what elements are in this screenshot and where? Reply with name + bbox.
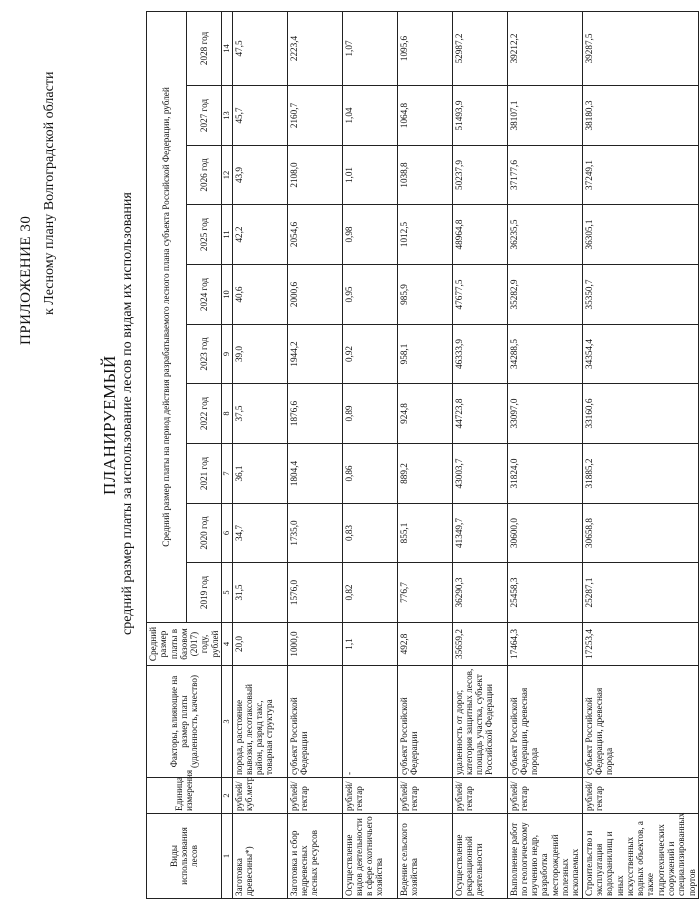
cell-year-value: 2223,4	[287, 11, 342, 85]
cell-year-value: 41349,7	[452, 504, 507, 563]
cell-year-value: 0,82	[342, 563, 397, 623]
cell-year-value: 25287,1	[582, 563, 698, 623]
cell-year-value: 52987,2	[452, 11, 507, 85]
header-base: Средний размер платы в базовом (2017) году, рублей	[147, 623, 222, 666]
column-index: 5	[222, 563, 233, 623]
cell-year-value: 38180,3	[582, 86, 698, 146]
table-row	[582, 11, 698, 898]
cell-factors: порода, расстояние вывозки, лесотаксовый район, разряд такс, товарная структура	[232, 666, 287, 778]
column-index: 13	[222, 86, 233, 146]
cell-base: 20,0	[232, 623, 287, 666]
cell-factors: субъект Российской Федерации	[287, 666, 342, 778]
cell-year-value: 924,8	[397, 384, 452, 444]
cell-year-value: 855,1	[397, 504, 452, 563]
cell-year-value: 37,5	[232, 384, 287, 444]
header-year: 2020 год	[187, 504, 222, 563]
cell-year-value: 43003,7	[452, 444, 507, 504]
cell-year-value: 45,7	[232, 86, 287, 146]
header-factors: Факторы, влияющие на размер платы (удаленность, качество)	[147, 666, 222, 778]
cell-unit: рублей/ куб.метр	[232, 778, 287, 814]
fees-table	[146, 11, 699, 899]
cell-factors: субъект Российской Федерации, древесная порода	[507, 666, 582, 778]
cell-base: 17464,3	[507, 623, 582, 666]
cell-year-value: 39,0	[232, 325, 287, 384]
cell-year-value: 33097,0	[507, 384, 582, 444]
header-year: 2025 год	[187, 205, 222, 265]
cell-year-value: 38107,1	[507, 86, 582, 146]
cell-kind: Заготовка и сбор недревесных лесных ресурсов	[287, 814, 342, 899]
cell-base: 17253,4	[582, 623, 698, 666]
header-year: 2027 год	[187, 86, 222, 146]
cell-year-value: 44723,8	[452, 384, 507, 444]
cell-factors: удаленность от дорог, категория защитных лесов, площадь участка, субъект Российской Федерации	[452, 666, 507, 778]
cell-year-value: 0,83	[342, 504, 397, 563]
cell-base: 492,8	[397, 623, 452, 666]
column-index: 4	[222, 623, 233, 666]
cell-year-value: 36,1	[232, 444, 287, 504]
column-index: 2	[222, 778, 233, 814]
column-index: 14	[222, 11, 233, 85]
column-index: 8	[222, 384, 233, 444]
cell-year-value: 0,86	[342, 444, 397, 504]
header-year: 2024 год	[187, 265, 222, 325]
cell-year-value: 30600,0	[507, 504, 582, 563]
cell-year-value: 1,07	[342, 11, 397, 85]
table-caption: средний размер платы за использование лесов по видам их использования	[120, 192, 135, 635]
cell-year-value: 1576,0	[287, 563, 342, 623]
cell-year-value: 1735,0	[287, 504, 342, 563]
cell-year-value: 889,2	[397, 444, 452, 504]
table-row	[342, 11, 397, 898]
table-header-row	[147, 11, 187, 898]
table-row	[452, 11, 507, 898]
cell-kind: Выполнение работ по геологическому изучению недр, разработка месторождений полезных ископаемых	[507, 814, 582, 899]
cell-year-value: 31824,0	[507, 444, 582, 504]
column-index: 11	[222, 205, 233, 265]
table-row	[507, 11, 582, 898]
cell-year-value: 2108,0	[287, 146, 342, 205]
header-unit: Единица измерения	[147, 778, 222, 814]
cell-year-value: 34354,4	[582, 325, 698, 384]
document-heading: ПЛАНИРУЕМЫЙ	[100, 355, 119, 495]
cell-base: 35659,2	[452, 623, 507, 666]
header-year: 2022 год	[187, 384, 222, 444]
cell-kind: Строительство и эксплуатация водохранилищ и иных искусственных водных объектов, а также гидротехнических сооружений и специализированных портов	[582, 814, 698, 899]
cell-year-value: 31,5	[232, 563, 287, 623]
column-index: 6	[222, 504, 233, 563]
cell-year-value: 34,7	[232, 504, 287, 563]
column-index: 10	[222, 265, 233, 325]
table-row	[287, 11, 342, 898]
header-year: 2019 год	[187, 563, 222, 623]
cell-year-value: 37249,1	[582, 146, 698, 205]
cell-factors: субъект Российской Федерации, древесная порода	[582, 666, 698, 778]
cell-unit: рублей/ гектар	[582, 778, 698, 814]
cell-year-value: 48964,8	[452, 205, 507, 265]
cell-year-value: 1012,5	[397, 205, 452, 265]
cell-year-value: 36305,1	[582, 205, 698, 265]
cell-unit: рублей/ гектар	[342, 778, 397, 814]
cell-year-value: 37177,6	[507, 146, 582, 205]
cell-year-value: 1,01	[342, 146, 397, 205]
cell-year-value: 0,92	[342, 325, 397, 384]
header-year: 2023 год	[187, 325, 222, 384]
cell-year-value: 0,98	[342, 205, 397, 265]
cell-year-value: 35350,7	[582, 265, 698, 325]
cell-base: 1000,0	[287, 623, 342, 666]
cell-year-value: 1876,6	[287, 384, 342, 444]
cell-year-value: 31885,2	[582, 444, 698, 504]
cell-year-value: 51493,9	[452, 86, 507, 146]
cell-year-value: 39212,2	[507, 11, 582, 85]
cell-base: 1,1	[342, 623, 397, 666]
cell-year-value: 0,95	[342, 265, 397, 325]
header-period-group: Средний размер платы на период действия разрабатываемого лесного плана субъекта Российской Федерации, рублей	[147, 11, 187, 622]
column-index: 3	[222, 666, 233, 778]
cell-unit: рублей/ гектар	[507, 778, 582, 814]
table-body	[232, 11, 698, 898]
cell-year-value: 47,5	[232, 11, 287, 85]
cell-unit: рублей/ гектар	[287, 778, 342, 814]
cell-year-value: 47677,5	[452, 265, 507, 325]
cell-year-value: 34288,5	[507, 325, 582, 384]
header-year: 2026 год	[187, 146, 222, 205]
cell-year-value: 46333,9	[452, 325, 507, 384]
cell-kind: Ведение сельского хозяйства	[397, 814, 452, 899]
cell-year-value: 1038,8	[397, 146, 452, 205]
table-row	[232, 11, 287, 898]
header-kind: Виды использования лесов	[147, 814, 222, 899]
column-index: 1	[222, 814, 233, 899]
cell-year-value: 30658,8	[582, 504, 698, 563]
cell-factors: субъект Российской Федерации	[397, 666, 452, 778]
cell-unit: рублей/ гектар	[397, 778, 452, 814]
cell-year-value: 35282,9	[507, 265, 582, 325]
cell-year-value: 985,9	[397, 265, 452, 325]
cell-year-value: 25458,3	[507, 563, 582, 623]
cell-year-value: 1944,2	[287, 325, 342, 384]
cell-year-value: 1095,6	[397, 11, 452, 85]
cell-year-value: 43,9	[232, 146, 287, 205]
cell-year-value: 958,1	[397, 325, 452, 384]
cell-year-value: 50237,9	[452, 146, 507, 205]
column-index: 12	[222, 146, 233, 205]
column-index: 9	[222, 325, 233, 384]
cell-year-value: 2000,6	[287, 265, 342, 325]
cell-year-value: 1,04	[342, 86, 397, 146]
cell-year-value: 36235,5	[507, 205, 582, 265]
cell-year-value: 39287,5	[582, 11, 698, 85]
cell-year-value: 40,6	[232, 265, 287, 325]
cell-year-value: 1804,4	[287, 444, 342, 504]
column-index: 7	[222, 444, 233, 504]
header-year: 2028 год	[187, 11, 222, 85]
cell-year-value: 1064,8	[397, 86, 452, 146]
cell-kind: Заготовка древесины*)	[232, 814, 287, 899]
cell-year-value: 2160,7	[287, 86, 342, 146]
cell-factors: -	[342, 666, 397, 778]
appendix-number: ПРИЛОЖЕНИЕ 30	[18, 215, 34, 345]
cell-year-value: 776,7	[397, 563, 452, 623]
cell-year-value: 42,2	[232, 205, 287, 265]
cell-unit: рублей/ гектар	[452, 778, 507, 814]
appendix-subtitle: к Лесному плану Волгоградской области	[42, 71, 57, 315]
cell-year-value: 2054,6	[287, 205, 342, 265]
cell-year-value: 36290,3	[452, 563, 507, 623]
table-index-row	[222, 11, 233, 898]
cell-kind: Осуществление видов деятельности в сфере охотничьего хозяйства	[342, 814, 397, 899]
table-row	[397, 11, 452, 898]
cell-year-value: 0,89	[342, 384, 397, 444]
cell-kind: Осуществление рекреационной деятельности	[452, 814, 507, 899]
header-year: 2021 год	[187, 444, 222, 504]
cell-year-value: 33160,6	[582, 384, 698, 444]
